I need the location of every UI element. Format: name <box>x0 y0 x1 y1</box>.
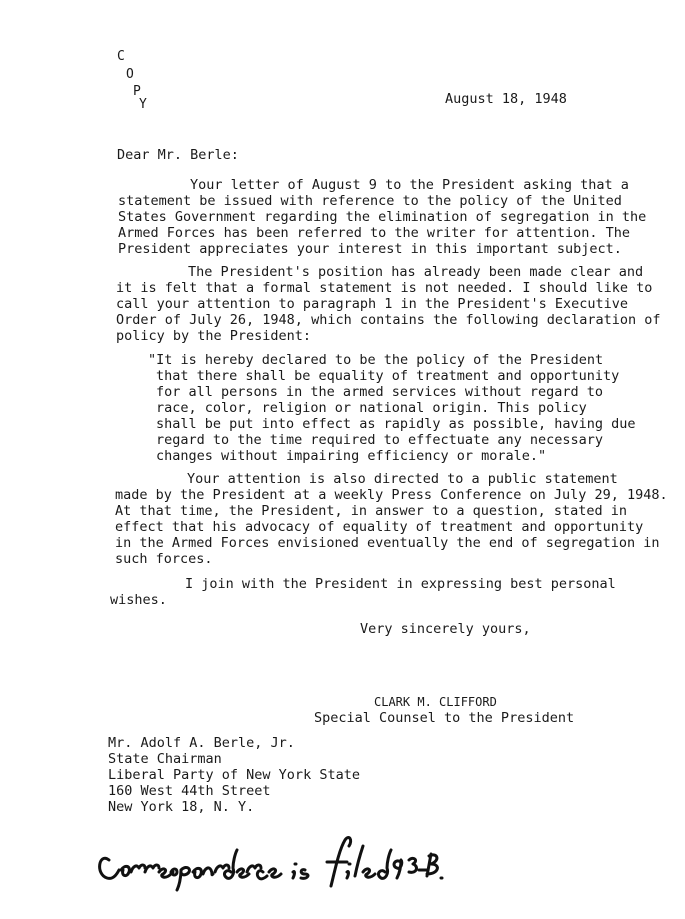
paragraph-line: such forces. <box>115 551 213 567</box>
handwritten-filing-note <box>95 830 445 900</box>
quote-line: that there shall be equality of treatment and opportunity <box>156 368 620 384</box>
paragraph-2 <box>116 264 661 344</box>
paragraph-line: wishes. <box>110 592 167 608</box>
paragraph-line: Order of July 26, 1948, which contains the following declaration of <box>116 312 661 328</box>
paragraph-line: At that time, the President, in answer to a question, stated in <box>115 503 628 519</box>
paragraph-line: in the Armed Forces envisioned eventually the end of segregation in <box>115 535 660 551</box>
copy-letter: P <box>133 84 141 99</box>
quote-line: shall be put into effect as rapidly as possible, having due <box>156 416 636 432</box>
quote-line: changes without impairing efficiency or morale." <box>156 448 547 464</box>
paragraph-line: I join with the President in expressing best personal <box>185 576 616 592</box>
quote-line: "It is hereby declared to be the policy of the President <box>148 352 604 368</box>
quote-line: regard to the time required to effectuate any necessary <box>156 432 604 448</box>
paragraph-line: Armed Forces has been referred to the writer for attention. The <box>118 225 631 241</box>
letter-date: August 18, 1948 <box>445 91 567 107</box>
paragraph-line: States Government regarding the elimination of segregation in the <box>118 209 647 225</box>
paragraph-line: call your attention to paragraph 1 in the President's Executive <box>116 296 629 312</box>
salutation: Dear Mr. Berle: <box>117 147 239 163</box>
quote-line: race, color, religion or national origin. This policy <box>156 400 587 416</box>
paragraph-1 <box>118 177 646 257</box>
paragraph-line: Your attention is also directed to a public statement <box>187 471 618 487</box>
paragraph-line: President appreciates your interest in this important subject. <box>118 241 622 257</box>
address-line: New York 18, N. Y. <box>108 799 255 815</box>
address-line: Mr. Adolf A. Berle, Jr. <box>108 735 295 751</box>
paragraph-line: made by the President at a weekly Press Conference on July 29, 1948. <box>115 487 668 503</box>
paragraph-line: statement be issued with reference to the policy of the United <box>118 193 622 209</box>
executive-order-quote <box>148 352 636 464</box>
handwriting-scribble <box>95 830 445 900</box>
paragraph-line: policy by the President: <box>116 328 312 344</box>
copy-letter: O <box>126 67 134 82</box>
paragraph-line: effect that his advocacy of equality of treatment and opportunity <box>115 519 644 535</box>
paragraph-4 <box>110 576 616 608</box>
paragraph-3 <box>115 471 668 567</box>
copy-letter: Y <box>139 97 147 112</box>
address-line: Liberal Party of New York State <box>108 767 360 783</box>
closing: Very sincerely yours, <box>360 621 531 637</box>
address-line: State Chairman <box>108 751 222 767</box>
paragraph-line: Your letter of August 9 to the President asking that a <box>190 177 629 193</box>
recipient-address <box>108 735 360 815</box>
paragraph-line: The President's position has already been made clear and <box>188 264 644 280</box>
signer-title: Special Counsel to the President <box>314 710 575 726</box>
paragraph-line: it is felt that a formal statement is not needed. I should like to <box>116 280 653 296</box>
address-line: 160 West 44th Street <box>108 783 271 799</box>
quote-line: for all persons in the armed services without regard to <box>156 384 604 400</box>
signer-name: CLARK M. CLIFFORD <box>374 695 497 709</box>
copy-letter: C <box>117 49 125 64</box>
